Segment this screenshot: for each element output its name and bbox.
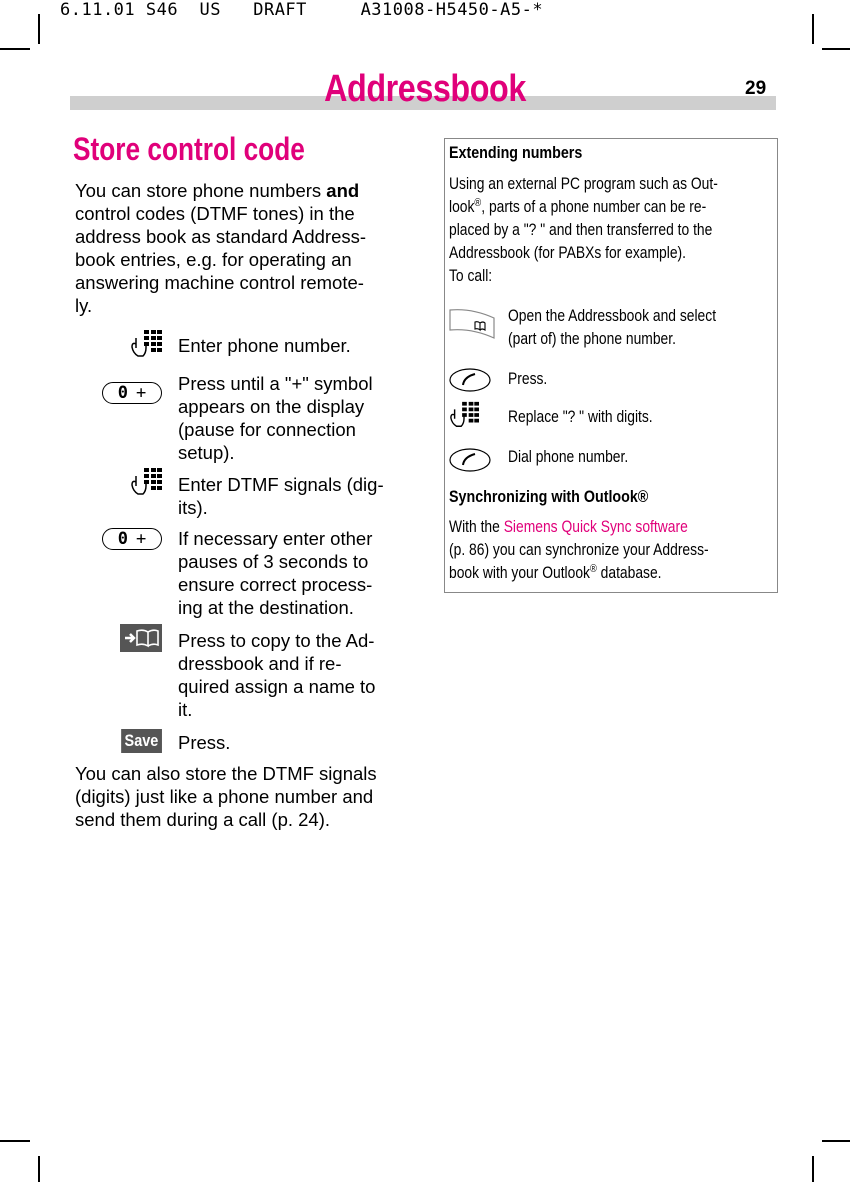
crop-mark	[812, 14, 814, 44]
step-line: setup).	[178, 442, 235, 463]
box-step-line: Press.	[508, 370, 548, 388]
intro-line: control codes (DTMF tones) in the	[75, 203, 355, 224]
registered-mark: ®	[474, 197, 482, 209]
keypad-icon	[449, 401, 479, 434]
quick-sync-link[interactable]: Siemens Quick Sync software	[503, 518, 688, 536]
intro-line: address book as standard Address-	[75, 226, 367, 247]
step-line: Press.	[178, 732, 231, 753]
intro-line: ly.	[75, 295, 93, 316]
intro-line: answering machine control remote-	[75, 272, 364, 293]
step-text	[178, 473, 410, 519]
zero-plus-key-icon	[102, 528, 162, 550]
registered-mark: ®	[589, 563, 597, 575]
step-line: quired assign a name to	[178, 676, 376, 697]
copy-to-addressbook-icon	[100, 624, 162, 652]
step-line: (pause for connection	[178, 419, 356, 440]
step-line: Enter DTMF signals (dig-	[178, 474, 384, 495]
step-line: ensure correct process-	[178, 574, 373, 595]
box-text: look	[449, 198, 475, 216]
step-text	[178, 372, 410, 464]
sync-paragraph	[449, 516, 709, 585]
addressbook-softkey-icon	[449, 309, 495, 344]
step-text	[178, 334, 410, 357]
crop-mark	[822, 48, 850, 50]
step-line: ing at the destination.	[178, 597, 354, 618]
step-line: Enter phone number.	[178, 335, 351, 356]
box-text: , parts of a phone number can be re-	[481, 198, 707, 216]
box-step-line: (part of) the phone number.	[508, 330, 676, 348]
outro-line: send them during a call (p. 24).	[75, 809, 331, 830]
call-key-icon	[449, 368, 491, 397]
key-0-plus	[100, 528, 162, 550]
key-plus: +	[136, 528, 147, 549]
box-step-text	[508, 368, 547, 391]
section-title: Store control code	[73, 131, 305, 167]
intro-paragraph	[75, 179, 405, 317]
intro-line: book entries, e.g. for operating an	[75, 249, 352, 270]
crop-mark	[38, 14, 40, 44]
crop-mark	[38, 1156, 40, 1182]
step-text	[178, 731, 410, 754]
step-text	[178, 527, 410, 619]
box-line: placed by a "? " and then transferred to the	[449, 221, 713, 239]
sync-text: database.	[596, 564, 662, 582]
call-key-icon	[449, 448, 491, 477]
box-step-line: Replace "? " with digits.	[508, 408, 653, 426]
step-line: Press until a "+" symbol	[178, 373, 373, 394]
box-line: Addressbook (for PABXs for example).	[449, 244, 687, 262]
box-paragraph	[449, 173, 718, 288]
box-line: To call:	[449, 267, 493, 285]
box-step-line: Open the Addressbook and select	[508, 307, 717, 325]
sync-line: (p. 86) you can synchronize your Address-	[449, 541, 709, 559]
box-step-line: Dial phone number.	[508, 448, 629, 466]
crop-mark	[812, 1156, 814, 1182]
outro-line: (digits) just like a phone number and	[75, 786, 374, 807]
keypad-icon	[100, 330, 162, 358]
sync-text: With the	[449, 518, 504, 536]
step-text	[178, 629, 410, 721]
step-line: it.	[178, 699, 193, 720]
save-softkey	[100, 729, 162, 753]
box-step-text	[508, 446, 628, 469]
intro-text: You can store phone numbers	[75, 180, 327, 201]
key-plus: +	[136, 382, 147, 403]
key-digit: 0	[117, 382, 128, 403]
box-step-text	[508, 406, 653, 429]
step-line: Press to copy to the Ad-	[178, 630, 375, 651]
outro-paragraph	[75, 762, 405, 831]
box-line: Using an external PC program such as Out-	[449, 175, 718, 193]
page-title: Addressbook	[324, 68, 526, 110]
step-line: pauses of 3 seconds to	[178, 551, 369, 572]
step-line: appears on the display	[178, 396, 365, 417]
crop-mark	[822, 1140, 850, 1142]
page-number: 29	[745, 78, 767, 99]
sync-heading: Synchronizing with Outlook®	[449, 487, 649, 506]
outro-line: You can also store the DTMF signals	[75, 763, 377, 784]
crop-mark	[0, 1140, 30, 1142]
zero-plus-key-icon	[102, 382, 162, 404]
intro-bold: and	[326, 180, 360, 201]
step-line: its).	[178, 497, 208, 518]
step-line: If necessary enter other	[178, 528, 373, 549]
keypad-icon	[100, 468, 162, 496]
key-digit: 0	[117, 528, 128, 549]
draft-line: 6.11.01 S46 US DRAFT A31008-H5450-A5-*	[60, 0, 544, 20]
box-step-text	[508, 305, 716, 351]
sync-text: book with your Outlook	[449, 564, 590, 582]
step-line: dressbook and if re-	[178, 653, 342, 674]
box-heading: Extending numbers	[449, 143, 583, 162]
key-0-plus	[100, 382, 162, 404]
save-softkey-label: Save	[121, 729, 162, 753]
crop-mark	[0, 48, 30, 50]
